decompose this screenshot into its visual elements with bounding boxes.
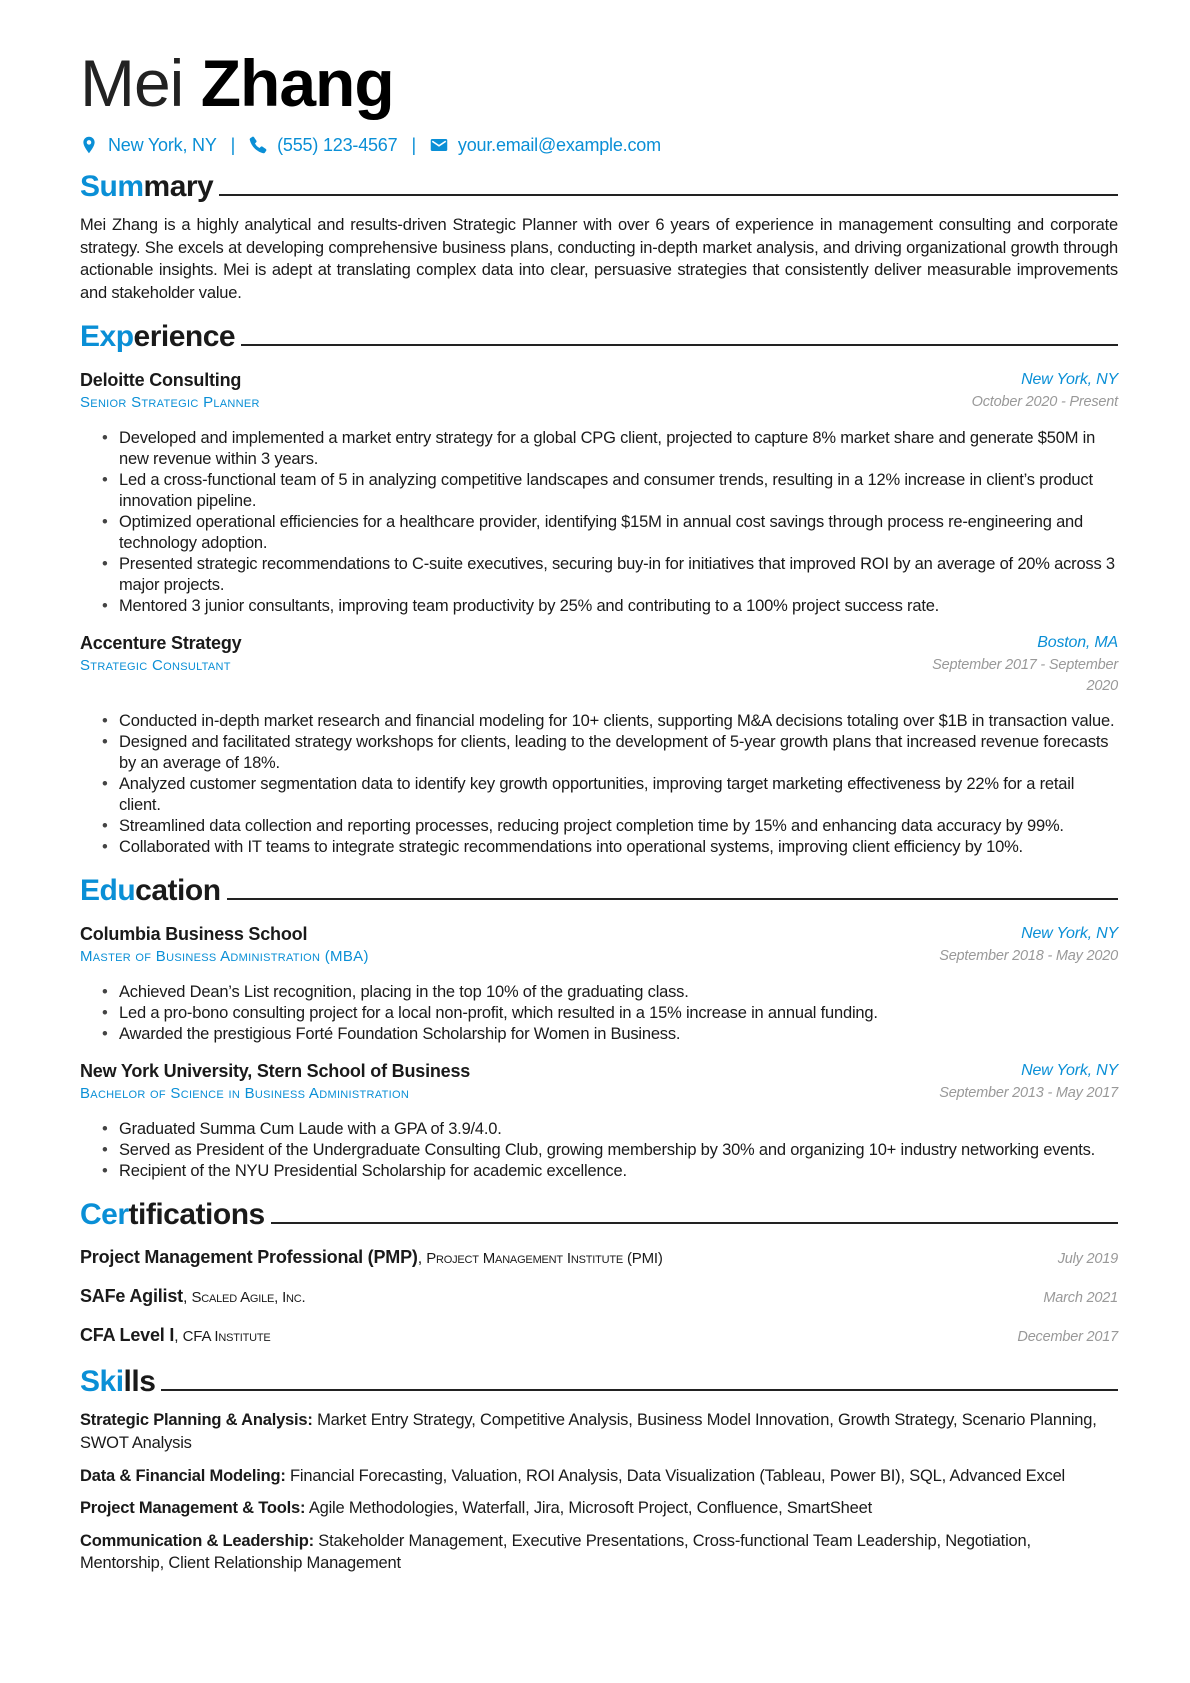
job-entry [80, 631, 1118, 858]
organization: Deloitte Consulting [80, 370, 242, 391]
phone-icon [249, 136, 267, 154]
entry-role: Senior Strategic Planner [80, 394, 260, 412]
summary-heading [80, 166, 1118, 204]
certification-name: SAFe Agilist [80, 1286, 183, 1307]
bullet-item: • Developed and implemented a market entry strategy for a global CPG client, projected to capture 8% market share and generate $50M in new revenue within 3 years. [102, 428, 1118, 470]
divider [241, 344, 1118, 346]
heading-rest: erience [133, 320, 236, 354]
entry-header [80, 368, 1118, 392]
entry-role: Master of Business Administration (MBA) [80, 948, 369, 966]
certification-title [80, 1325, 271, 1346]
certification-date: March 2021 [1043, 1290, 1118, 1307]
bullet-item: • Mentored 3 junior consultants, improving team productivity by 25% and contributing to a 100% project success rate. [102, 596, 1118, 617]
skill-item [80, 1409, 1118, 1454]
experience-heading [80, 316, 1118, 354]
map-pin-icon [80, 136, 98, 154]
entry-dates: September 2017 - September 2020 [932, 657, 1118, 695]
phone: (555) 123-4567 [277, 134, 398, 155]
certification-issuer: Project Management Institute (PMI) [426, 1250, 663, 1268]
first-name: Mei [80, 46, 184, 120]
bullet-item: • Collaborated with IT teams to integrate strategic recommendations into operational systems, improving client efficiency by 10%. [102, 837, 1118, 858]
bullet-item: • Achieved Dean’s List recognition, placing in the top 10% of the graduating class. [102, 982, 1118, 1003]
contact-line [80, 132, 1118, 158]
skill-category: Strategic Planning & Analysis: [80, 1411, 313, 1430]
bullet-item: • Led a cross-functional team of 5 in analyzing competitive landscapes and consumer trends, resulting in a 12% increase in client’s product innovation pipeline. [102, 470, 1118, 512]
entry-header [80, 922, 1118, 946]
heading-rest: mary [143, 170, 214, 203]
entry-location: New York, NY [1021, 1062, 1118, 1080]
certifications-list [80, 1247, 1118, 1349]
skill-values: Agile Methodologies, Waterfall, Jira, Microsoft Project, Confluence, SmartSheet [308, 1499, 872, 1518]
skill-category: Project Management & Tools: [80, 1499, 306, 1518]
certification-item [80, 1286, 1118, 1310]
certification-title [80, 1247, 663, 1268]
school-entry [80, 922, 1118, 1045]
bullet-item: • Conducted in-depth market research and financial modeling for 10+ clients, supporting M&A decisions totaling over $1B in transaction value. [102, 711, 1118, 732]
bullet-item: • Streamlined data collection and reporting processes, reducing project completion time by 15% and enhancing data accuracy by 99%. [102, 816, 1118, 837]
bullet-item: • Presented strategic recommendations to C-suite executives, securing buy-in for initiatives that improved ROI by an average of 20% across 3 major projects. [102, 554, 1118, 596]
entry-subheader [80, 392, 1118, 414]
comma: , [417, 1250, 427, 1268]
certification-item [80, 1325, 1118, 1349]
education-heading [80, 870, 1118, 908]
divider [219, 194, 1118, 196]
entry-dates: September 2018 - May 2020 [939, 948, 1118, 965]
certification-item [80, 1247, 1118, 1271]
bullet-item: • Awarded the prestigious Forté Foundation Scholarship for Women in Business. [102, 1024, 1118, 1045]
organization: Accenture Strategy [80, 633, 242, 654]
bullet-item: • Led a pro-bono consulting project for a local non-profit, which resulted in a 15% increase in annual funding. [102, 1003, 1118, 1024]
entry-dates: October 2020 - Present [971, 394, 1118, 411]
certification-title [80, 1286, 306, 1307]
bullet-list [80, 982, 1118, 1045]
entry-header [80, 1059, 1118, 1083]
heading-accent: Edu [80, 874, 136, 908]
organization: Columbia Business School [80, 924, 308, 945]
organization: New York University, Stern School of Business [80, 1061, 471, 1082]
envelope-icon [430, 136, 448, 154]
bullet-list [80, 711, 1118, 858]
entry-subheader [80, 1083, 1118, 1105]
last-name: Zhang [200, 46, 394, 120]
certification-issuer: CFA Institute [182, 1328, 271, 1346]
skill-item [80, 1465, 1118, 1488]
entry-location: Boston, MA [1037, 634, 1118, 652]
skills-list [80, 1409, 1118, 1575]
school-entry [80, 1059, 1118, 1182]
skill-values: Market Entry Strategy, Competitive Analysis, Business Model Innovation, Growth Strategy, Scenario Planning, SWOT Analysis [80, 1411, 1097, 1452]
heading-accent: Exp [80, 320, 134, 354]
email-link[interactable]: your.email@example.com [457, 134, 661, 155]
skill-item [80, 1497, 1118, 1520]
skill-item [80, 1530, 1118, 1575]
skill-category: Data & Financial Modeling: [80, 1466, 286, 1485]
bullet-item: • Optimized operational efficiencies for a healthcare provider, identifying $15M in annual cost savings through process re-engineering and technology adoption. [102, 512, 1118, 554]
entry-location: New York, NY [1021, 371, 1118, 389]
entry-dates: September 2013 - May 2017 [939, 1085, 1118, 1102]
comma: , [182, 1289, 192, 1307]
education-list [80, 922, 1118, 1182]
bullet-item: • Designed and facilitated strategy workshops for clients, leading to the development of 5-year growth plans that increased revenue forecasts by an average of 18%. [102, 732, 1118, 774]
heading-rest: tifications [128, 1198, 265, 1232]
skill-values: Financial Forecasting, Valuation, ROI Analysis, Data Visualization (Tableau, Power BI), SQL, Advanced Excel [290, 1466, 1066, 1485]
divider [161, 1389, 1118, 1391]
location: New York, NY [108, 134, 217, 155]
heading-rest: cation [135, 874, 221, 908]
divider [271, 1222, 1118, 1224]
bullet-list [80, 1119, 1118, 1182]
experience-list [80, 368, 1118, 858]
divider [227, 898, 1118, 900]
bullet-item: • Analyzed customer segmentation data to identify key growth opportunities, improving target marketing effectiveness by 22% for a retail client. [102, 774, 1118, 816]
entry-role: Strategic Consultant [80, 657, 231, 675]
certification-date: December 2017 [1017, 1329, 1118, 1346]
job-entry [80, 368, 1118, 617]
heading-accent: Sum [80, 170, 144, 203]
skill-values: Stakeholder Management, Executive Presentations, Cross-functional Team Leadership, Negotiation, Mentorship, Client Relationship Management [80, 1531, 1031, 1573]
bullet-item: • Graduated Summa Cum Laude with a GPA of 3.9/4.0. [102, 1119, 1118, 1140]
separator: | [411, 134, 416, 155]
heading-rest: lls [123, 1365, 156, 1399]
certification-issuer: Scaled Agile, Inc. [191, 1289, 306, 1307]
heading-accent: Cer [80, 1198, 129, 1232]
heading-accent: Ski [80, 1365, 124, 1399]
skill-category: Communication & Leadership: [80, 1531, 314, 1550]
certifications-heading [80, 1194, 1118, 1232]
certification-name: Project Management Professional (PMP) [80, 1247, 418, 1268]
skills-heading [80, 1361, 1118, 1399]
separator: | [230, 134, 236, 155]
bullet-list [80, 428, 1118, 617]
bullet-item: • Served as President of the Undergraduate Consulting Club, growing membership by 30% and organizing 10+ industry networking events. [102, 1140, 1118, 1161]
summary-text: Mei Zhang is a highly analytical and results-driven Strategic Planner with over 6 years of experience in management consulting and corporate strategy. She excels at developing comprehensive business plans, conducting in-depth market analysis, and driving organizational growth through actionable insights. Mei is adept at translating complex data into clear, persuasive strategies that consistently deliver measurable improvements and stakeholder value. [80, 216, 1118, 302]
candidate-name [80, 44, 1118, 122]
comma: , [174, 1328, 183, 1346]
certification-name: CFA Level I [80, 1325, 175, 1346]
entry-role: Bachelor of Science in Business Administration [80, 1085, 410, 1103]
entry-location: New York, NY [1021, 925, 1118, 943]
bullet-item: • Recipient of the NYU Presidential Scholarship for academic excellence. [102, 1161, 1118, 1182]
certification-date: July 2019 [1057, 1251, 1118, 1268]
entry-header [80, 631, 1118, 655]
entry-subheader [80, 946, 1118, 968]
entry-subheader [80, 655, 1118, 697]
